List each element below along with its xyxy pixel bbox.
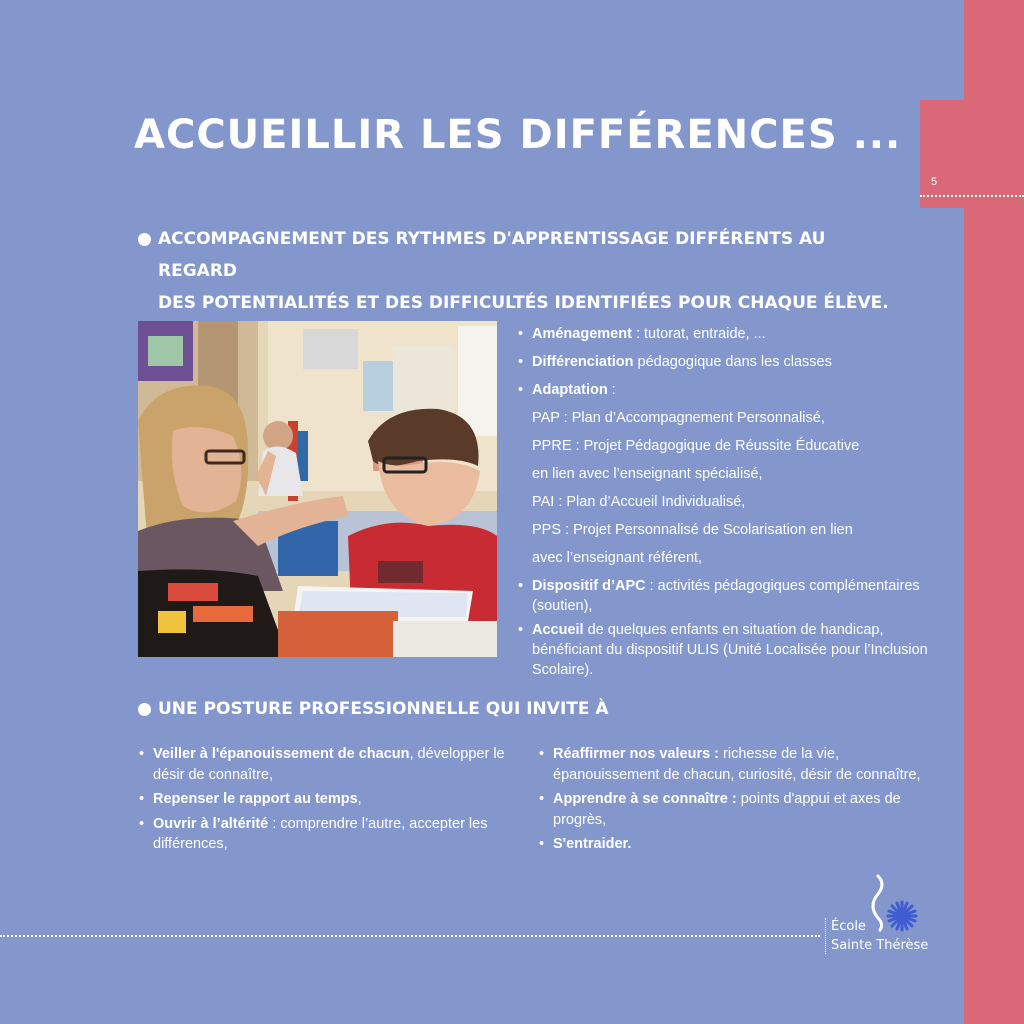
list-item-bold: Ouvrir à l’altérité	[153, 815, 269, 832]
list-item	[518, 376, 928, 404]
logo-divider	[825, 918, 826, 954]
list-item	[518, 320, 928, 348]
list-item-bold: Réaffirmer nos valeurs :	[553, 746, 720, 762]
classroom-photo	[138, 321, 497, 657]
adaptation-line: PAP : Plan d’Accompagnement Personnalisé,	[532, 410, 825, 426]
list-item-text: , développer le désir de connaître,	[153, 746, 505, 783]
list-item-bold: Aménagement	[532, 326, 632, 342]
list-item-bold: Repenser le rapport au temps	[153, 791, 358, 807]
footer-divider	[0, 935, 820, 937]
logo-text-line2: Sainte Thérèse	[831, 938, 929, 953]
list-item-bold: Différenciation	[532, 354, 634, 370]
page-number: 5	[931, 176, 938, 188]
list-item	[139, 789, 519, 810]
adaptation-line: PPS : Projet Personnalisé de Scolarisation en lien	[532, 522, 853, 538]
list-item	[139, 744, 519, 785]
page-title: ACCUEILLIR LES DIFFÉRENCES ...	[134, 112, 902, 158]
list-item-bold: Dispositif d’APC	[532, 578, 646, 594]
list-item-text: ,	[357, 791, 362, 807]
list-item	[518, 348, 928, 376]
list-item-text: : tutorat, entraide, ...	[631, 326, 766, 342]
page-tab	[920, 100, 1024, 208]
list-item-bold: Adaptation	[532, 382, 608, 398]
section2-left-list	[139, 744, 519, 859]
section2-right-list	[539, 744, 929, 859]
list-item	[539, 834, 929, 855]
bullet-dot-icon	[138, 703, 151, 716]
bullet-dot-icon	[138, 233, 151, 246]
list-item-bold: Accueil	[532, 622, 584, 638]
section1-heading-line1: ACCOMPAGNEMENT DES RYTHMES D'APPRENTISSAGE DIFFÉRENTS AU REGARD	[158, 229, 826, 281]
adaptation-line: en lien avec l’enseignant spécialisé,	[532, 466, 763, 482]
list-item	[518, 620, 928, 680]
list-item	[539, 789, 929, 830]
list-item-text: richesse de la vie, épanouissement de chacun, curiosité, désir de connaître,	[553, 746, 921, 783]
list-item-text: points d'appui et axes de progrès,	[553, 791, 901, 828]
section2-heading-text: UNE POSTURE PROFESSIONNELLE QUI INVITE À	[158, 699, 609, 719]
section1-list	[518, 320, 928, 684]
list-item	[518, 576, 928, 616]
section2-heading	[138, 693, 738, 725]
list-item-bold: Apprendre à se connaître :	[553, 791, 737, 807]
tab-divider	[920, 195, 1024, 197]
list-item-bold: Veiller à l'épanouissement de chacun	[153, 746, 410, 762]
adaptation-line: PPRE : Projet Pédagogique de Réussite Éducative	[532, 438, 860, 454]
section1-heading-line2: DES POTENTIALITÉS ET DES DIFFICULTÉS IDENTIFIÉES POUR CHAQUE ÉLÈVE.	[158, 293, 889, 313]
list-item	[539, 744, 929, 785]
logo-text-line1: École	[831, 919, 866, 934]
list-item-text: : comprendre l’autre, accepter les différences,	[153, 815, 488, 852]
list-item-text: pédagogique dans les classes	[633, 354, 832, 370]
list-item-text: :	[607, 382, 616, 398]
list-item-text: : activités pédagogiques complémentaires (soutien),	[532, 578, 920, 614]
adaptation-line: PAI : Plan d’Accueil Individualisé,	[532, 494, 746, 510]
list-item	[139, 814, 519, 855]
list-item-text: de quelques enfants en situation de handicap, bénéficiant du dispositif ULIS (Unité Localisée pour l’Inclusion Scolaire).	[532, 622, 928, 678]
adaptation-line: avec l’enseignant référent,	[532, 550, 703, 566]
list-item-bold: S'entraider.	[553, 836, 632, 852]
section1-heading	[138, 223, 898, 319]
